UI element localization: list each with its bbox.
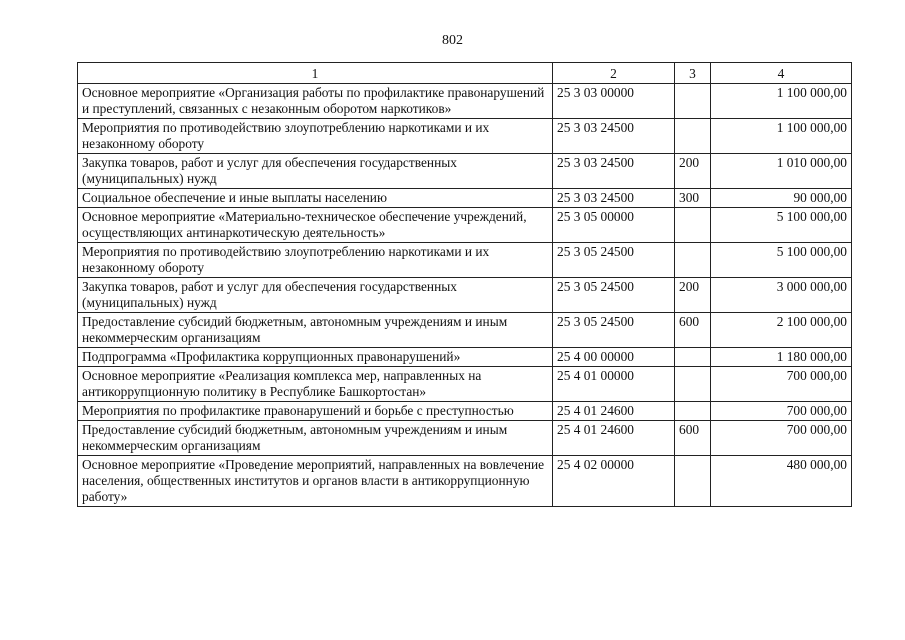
table-row [78, 456, 852, 507]
page-number: 802 [442, 33, 463, 48]
row-name: Мероприятия по профилактике правонарушений и борьбе с преступностью [78, 402, 553, 421]
row-code: 25 3 03 24500 [553, 154, 675, 189]
row-type: 600 [675, 313, 711, 348]
row-code: 25 3 03 24500 [553, 189, 675, 208]
row-type [675, 119, 711, 154]
table-row [78, 119, 852, 154]
table-row [78, 313, 852, 348]
row-type [675, 402, 711, 421]
row-amount: 700 000,00 [711, 421, 852, 456]
row-name: Мероприятия по противодействию злоупотреблению наркотиками и их незаконному обороту [78, 119, 553, 154]
row-type [675, 243, 711, 278]
row-type [675, 456, 711, 507]
row-code: 25 3 05 24500 [553, 243, 675, 278]
row-amount: 2 100 000,00 [711, 313, 852, 348]
row-code: 25 4 02 00000 [553, 456, 675, 507]
table-row [78, 421, 852, 456]
row-name: Основное мероприятие «Реализация комплекса мер, направленных на антикоррупционную политику в Республике Башкортостан» [78, 367, 553, 402]
table-row [78, 348, 852, 367]
row-name: Предоставление субсидий бюджетным, автономным учреждениям и иным некоммерческим организациям [78, 421, 553, 456]
header-col-2: 2 [553, 63, 675, 84]
row-amount: 90 000,00 [711, 189, 852, 208]
table-row [78, 208, 852, 243]
row-amount: 1 100 000,00 [711, 84, 852, 119]
row-type [675, 84, 711, 119]
header-col-4: 4 [711, 63, 852, 84]
row-type: 200 [675, 154, 711, 189]
row-type [675, 208, 711, 243]
row-type: 200 [675, 278, 711, 313]
row-type [675, 348, 711, 367]
table-row [78, 189, 852, 208]
table-row [78, 84, 852, 119]
table-row [78, 154, 852, 189]
header-row [78, 63, 852, 84]
row-code: 25 3 05 24500 [553, 313, 675, 348]
row-amount: 1 010 000,00 [711, 154, 852, 189]
row-code: 25 4 00 00000 [553, 348, 675, 367]
row-code: 25 4 01 24600 [553, 402, 675, 421]
row-name: Подпрограмма «Профилактика коррупционных правонарушений» [78, 348, 553, 367]
row-name: Социальное обеспечение и иные выплаты населению [78, 189, 553, 208]
table-row [78, 402, 852, 421]
row-name: Мероприятия по противодействию злоупотреблению наркотиками и их незаконному обороту [78, 243, 553, 278]
row-code: 25 3 05 24500 [553, 278, 675, 313]
budget-table [77, 62, 852, 507]
row-name: Основное мероприятие «Организация работы по профилактике правонарушений и преступлений, связанных с незаконным оборотом наркотиков» [78, 84, 553, 119]
row-amount: 1 100 000,00 [711, 119, 852, 154]
row-amount: 1 180 000,00 [711, 348, 852, 367]
table-row [78, 243, 852, 278]
row-type: 600 [675, 421, 711, 456]
row-name: Предоставление субсидий бюджетным, автономным учреждениям и иным некоммерческим организациям [78, 313, 553, 348]
row-name: Закупка товаров, работ и услуг для обеспечения государственных (муниципальных) нужд [78, 278, 553, 313]
row-amount: 5 100 000,00 [711, 208, 852, 243]
row-type [675, 367, 711, 402]
row-code: 25 3 05 00000 [553, 208, 675, 243]
row-type: 300 [675, 189, 711, 208]
header-col-1: 1 [78, 63, 553, 84]
row-name: Основное мероприятие «Материально-техническое обеспечение учреждений, осуществляющих антинаркотическую деятельность» [78, 208, 553, 243]
header-col-3: 3 [675, 63, 711, 84]
row-name: Основное мероприятие «Проведение мероприятий, направленных на вовлечение населения, общественных институтов и органов власти в антикоррупционную работу» [78, 456, 553, 507]
row-amount: 5 100 000,00 [711, 243, 852, 278]
row-code: 25 4 01 24600 [553, 421, 675, 456]
row-name: Закупка товаров, работ и услуг для обеспечения государственных (муниципальных) нужд [78, 154, 553, 189]
row-amount: 480 000,00 [711, 456, 852, 507]
table-row [78, 367, 852, 402]
row-amount: 700 000,00 [711, 367, 852, 402]
row-amount: 3 000 000,00 [711, 278, 852, 313]
table-row [78, 278, 852, 313]
row-amount: 700 000,00 [711, 402, 852, 421]
row-code: 25 4 01 00000 [553, 367, 675, 402]
row-code: 25 3 03 24500 [553, 119, 675, 154]
row-code: 25 3 03 00000 [553, 84, 675, 119]
